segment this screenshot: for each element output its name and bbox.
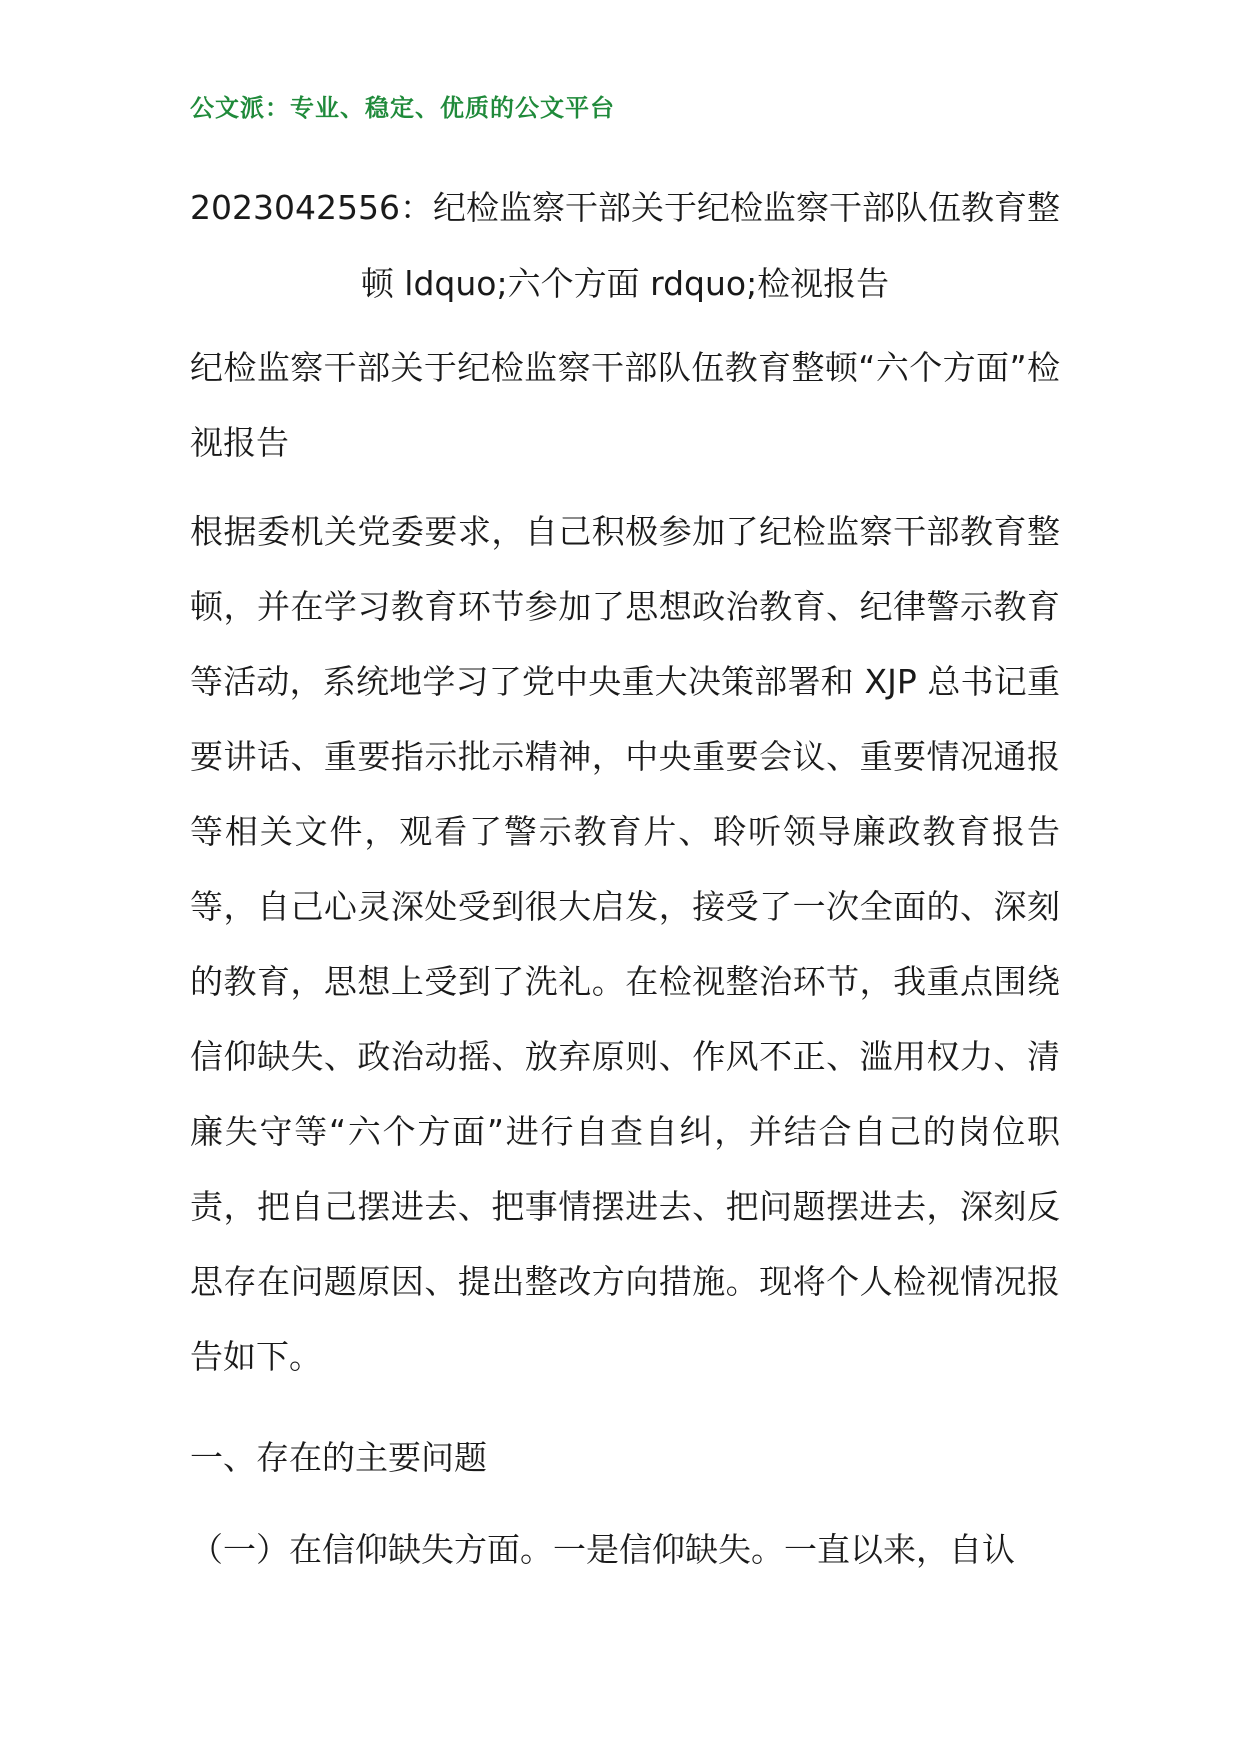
subsection-paragraph: （一）在信仰缺失方面。一是信仰缺失。一直以来，自认 [190,1530,1015,1569]
document-title: 2023042556：纪检监察干部关于纪检监察干部队伍教育整顿 ldquo;六个方面 rdquo;检视报告 [190,188,1060,303]
intro-paragraph: 根据委机关党委要求，自己积极参加了纪检监察干部教育整顿，并在学习教育环节参加了思想政治教育、纪律警示教育等活动，系统地学习了党中央重大决策部署和 XJP 总书记重要讲话、重要指示批示精神，中央重要会议、重要情况通报等相关文件，观看了警示教育片、聆听领导廉政教育报告等，自己心灵深处受到很大启发，接受了一次全面的、深刻的教育，思想上受到了洗礼。在检视整治环节，我重点围绕信仰缺失、政治动摇、放弃原则、作风不正、滥用权力、清廉失守等“六个方面”进行自查自纠，并结合自己的岗位职责，把自己摆进去、把事情摆进去、把问题摆进去，深刻反思存在问题原因、提出整改方向措施。现将个人检视情况报告如下。 [190,512,1060,1376]
brand-header: 公文派：专业、稳定、优质的公文平台 [190,94,615,122]
document-subtitle: 纪检监察干部关于纪检监察干部队伍教育整顿“六个方面”检视报告 [190,348,1060,462]
section-heading: 一、存在的主要问题 [190,1438,487,1477]
